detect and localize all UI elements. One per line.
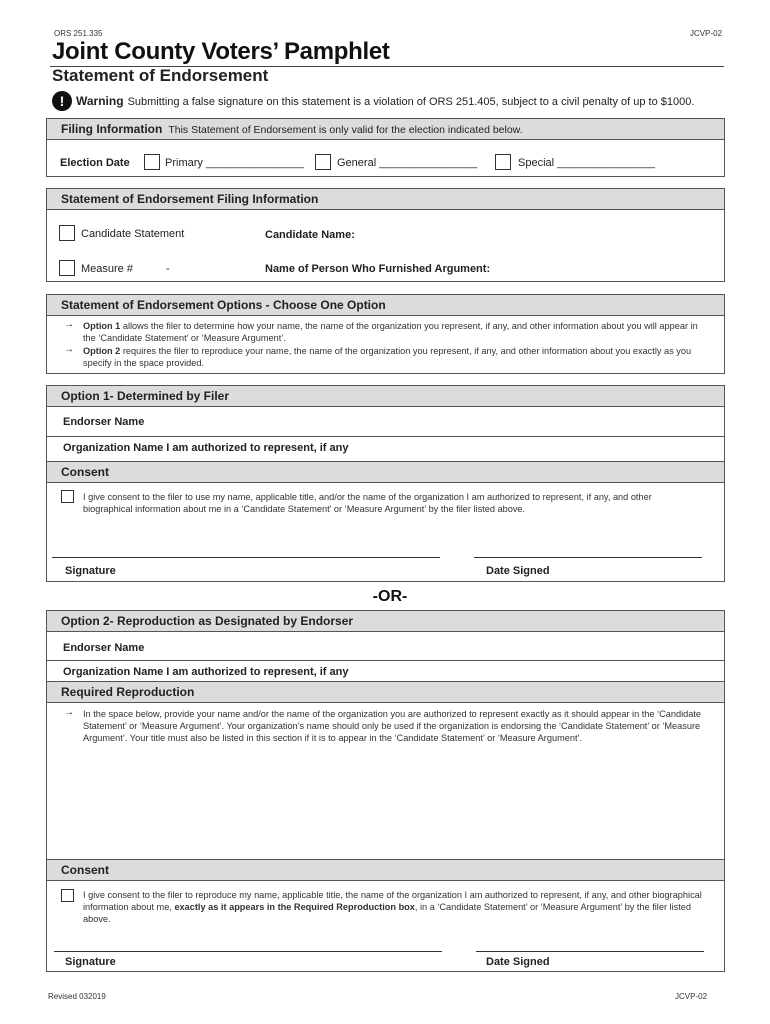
measure-dash: - [166, 263, 170, 275]
arrow-icon: → [64, 707, 74, 718]
required-reproduction-heading: Required Reproduction [46, 681, 725, 703]
option2-org-name-label: Organization Name I am authorized to represent, if any [63, 666, 349, 678]
measure-label: Measure # [81, 263, 133, 275]
option2-heading: Option 2- Reproduction as Designated by Endorser [46, 610, 725, 632]
option1-title: Option 1 [83, 321, 121, 331]
option1-text: allows the filer to determine how your name, the name of the organization you represent, if any, and other information about you will appear in the ‘Candidate Statement’ or ‘Measure Argument’. [83, 321, 698, 343]
option2-text: requires the filer to reproduce your name, the name of the organization you represent, if any, and other information about you exactly as you specify in the space provided. [83, 346, 692, 368]
revised-date: Revised 032019 [48, 992, 106, 1001]
option1-signature-line[interactable] [52, 557, 440, 558]
special-checkbox[interactable] [495, 154, 511, 170]
candidate-name-label: Candidate Name: [265, 229, 355, 241]
filing-info-note: This Statement of Endorsement is only valid for the election indicated below. [168, 124, 523, 136]
warning-row [76, 94, 694, 108]
filing-info-heading [46, 118, 725, 140]
option2-consent-text-a: I give consent to the filer to reproduce my name, applicable title, the name of the organization I am authorized to represent, if any, and other biographical information about me, [83, 890, 702, 912]
option2-title: Option 2 [83, 346, 121, 356]
option1-description [83, 320, 713, 344]
furnished-argument-label: Name of Person Who Furnished Argument: [265, 263, 491, 275]
special-label: Special ________________ [518, 157, 656, 169]
option2-consent-heading: Consent [46, 859, 725, 881]
option1-date-signed-label: Date Signed [486, 565, 550, 577]
arrow-icon: → [64, 344, 74, 355]
option1-heading: Option 1- Determined by Filer [46, 385, 725, 407]
page-title: Joint County Voters’ Pamphlet [52, 38, 390, 65]
divider [46, 660, 725, 661]
options-heading: Statement of Endorsement Options - Choose One Option [46, 294, 725, 316]
measure-checkbox[interactable] [59, 260, 75, 276]
election-date-label: Election Date [60, 157, 130, 169]
primary-label: Primary ________________ [165, 157, 304, 169]
statute-reference: ORS 251.335 [54, 29, 103, 38]
footer-form-code: JCVP-02 [675, 992, 708, 1001]
or-divider: -OR- [372, 588, 408, 605]
option1-consent-heading: Consent [46, 461, 725, 483]
divider [46, 436, 725, 437]
option2-date-signed-label: Date Signed [486, 956, 550, 968]
option1-section [46, 385, 725, 582]
option2-signature-label: Signature [65, 956, 116, 968]
option1-consent-checkbox[interactable] [61, 490, 74, 503]
arrow-icon: → [64, 319, 74, 330]
candidate-statement-checkbox[interactable] [59, 225, 75, 241]
option1-org-name-label: Organization Name I am authorized to represent, if any [63, 442, 349, 454]
option1-signature-label: Signature [65, 565, 116, 577]
warning-label: Warning [76, 94, 124, 108]
option2-signature-line[interactable] [54, 951, 442, 952]
option1-endorser-name-label: Endorser Name [63, 416, 145, 428]
warning-text: Submitting a false signature on this statement is a violation of ORS 251.405, subject to a civil penalty of up to $1000. [127, 96, 695, 108]
filing-info-title: Filing Information [61, 122, 163, 136]
candidate-statement-label: Candidate Statement [81, 228, 185, 240]
endorsement-filing-heading: Statement of Endorsement Filing Information [46, 188, 725, 210]
primary-checkbox[interactable] [144, 154, 160, 170]
option2-date-line[interactable] [476, 951, 704, 952]
general-label: General ________________ [337, 157, 478, 169]
option2-consent-checkbox[interactable] [61, 889, 74, 902]
warning-icon: ! [52, 91, 72, 111]
page-subtitle: Statement of Endorsement [52, 66, 269, 85]
option2-description [83, 345, 713, 369]
option1-consent-text: I give consent to the filer to use my name, applicable title, and/or the name of the organization I am authorized to represent, if any, and other biographical information about me in a ‘Candidate Statement’ or ‘Measure Argument’ by the filer listed above. [83, 492, 652, 514]
option2-endorser-name-label: Endorser Name [63, 642, 145, 654]
reproduction-instructions: In the space below, provide your name and/or the name of the organization you are authorized to represent exactly as it should appear in the ‘Candidate Statement’ or ‘Measure Argument’. Your organization’s name should only be used if the organization is endorsing the ‘Candidate Statement’ or ‘Measure Argument’. Your title must also be listed in this section if it is to appear in the ‘Candidate Statement’ or ‘Measure Argument’. [83, 709, 701, 743]
option2-consent-text-b: , in a ‘Candidate Statement’ or ‘Measure Argument’ by the filer listed above. [83, 902, 692, 924]
reproduction-box[interactable] [50, 760, 720, 856]
option1-date-line[interactable] [474, 557, 702, 558]
option2-consent-text [83, 889, 713, 925]
general-checkbox[interactable] [315, 154, 331, 170]
option2-consent-text-bold: exactly as it appears in the Required Reproduction box [174, 902, 415, 912]
form-code: JCVP-02 [690, 29, 723, 38]
